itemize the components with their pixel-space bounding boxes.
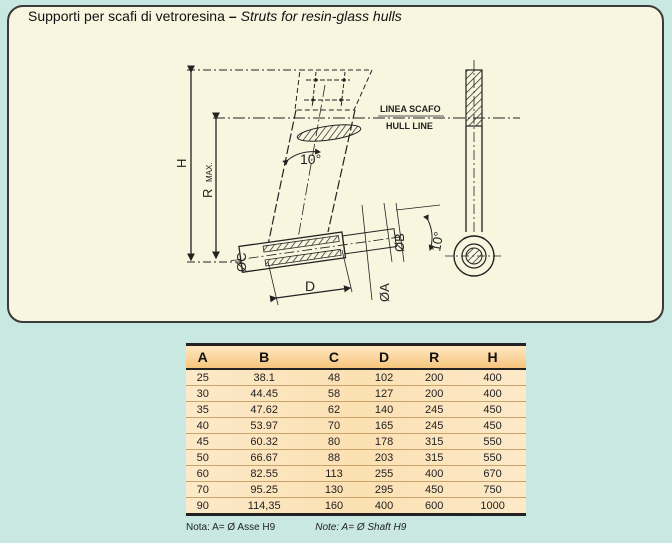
- strut-side-view: [445, 60, 503, 276]
- table-row: [186, 386, 526, 402]
- strut-arm-left: [268, 110, 296, 245]
- table-row: [186, 434, 526, 450]
- table-cell: 295: [359, 482, 409, 498]
- table-cell: 550: [459, 434, 526, 450]
- table-cell: 114,35: [219, 498, 309, 515]
- label-d: D: [305, 278, 316, 294]
- table-notes: [186, 522, 406, 533]
- table-cell: 80: [309, 434, 359, 450]
- table-row: [186, 369, 526, 386]
- dimension-table: [186, 343, 526, 516]
- note-english: Note: A= Ø Shaft H9: [315, 522, 407, 533]
- hull-line-english: HULL LINE: [386, 121, 433, 131]
- col-header-h: H: [459, 346, 526, 369]
- label-h: H: [174, 158, 189, 168]
- strut-flange: [295, 70, 372, 110]
- bearing-barrel: [229, 224, 401, 273]
- table-cell: 50: [186, 450, 219, 466]
- table-cell: 70: [186, 482, 219, 498]
- label-b: ØB: [392, 233, 407, 252]
- table-cell: 315: [409, 450, 459, 466]
- hull-line-italian: LINEA SCAFO: [380, 104, 441, 114]
- table-cell: 750: [459, 482, 526, 498]
- table-cell: 160: [309, 498, 359, 515]
- title-dash: –: [228, 8, 237, 24]
- strut-section-hatched: [296, 122, 361, 145]
- table-cell: 127: [359, 386, 409, 402]
- col-header-d: D: [359, 346, 409, 369]
- table-cell: 178: [359, 434, 409, 450]
- table-cell: 245: [409, 418, 459, 434]
- table-cell: 45: [186, 434, 219, 450]
- table-cell: 600: [409, 498, 459, 515]
- table-cell: 113: [309, 466, 359, 482]
- col-header-r: R: [409, 346, 459, 369]
- table-cell: 255: [359, 466, 409, 482]
- table-cell: 62: [309, 402, 359, 418]
- table-cell: 70: [309, 418, 359, 434]
- table-cell: 44.45: [219, 386, 309, 402]
- table-cell: 400: [459, 369, 526, 386]
- label-r-max: MAX.: [205, 162, 214, 182]
- table-cell: 48: [309, 369, 359, 386]
- table-cell: 400: [359, 498, 409, 515]
- table-row: [186, 418, 526, 434]
- table-cell: 102: [359, 369, 409, 386]
- table-cell: 165: [359, 418, 409, 434]
- table-cell: 60: [186, 466, 219, 482]
- table-cell: 550: [459, 450, 526, 466]
- table-cell: 60.32: [219, 434, 309, 450]
- table-cell: 90: [186, 498, 219, 515]
- table-cell: 35: [186, 402, 219, 418]
- table-cell: 82.55: [219, 466, 309, 482]
- table-cell: 670: [459, 466, 526, 482]
- label-r: R: [200, 188, 215, 198]
- col-header-b: B: [219, 346, 309, 369]
- table-cell: 450: [459, 418, 526, 434]
- table-cell: 53.97: [219, 418, 309, 434]
- table-cell: 40: [186, 418, 219, 434]
- table-cell: 58: [309, 386, 359, 402]
- title-english: Struts for resin-glass hulls: [240, 8, 402, 24]
- note-italian: Nota: A= Ø Asse H9: [186, 522, 276, 533]
- table-cell: 200: [409, 369, 459, 386]
- table-cell: 203: [359, 450, 409, 466]
- table-cell: 30: [186, 386, 219, 402]
- table-cell: 1000: [459, 498, 526, 515]
- table-cell: 95.25: [219, 482, 309, 498]
- table-cell: 315: [409, 434, 459, 450]
- table-row: [186, 498, 526, 515]
- table-cell: 450: [459, 402, 526, 418]
- angle-label-right: 10°: [428, 230, 447, 253]
- table-row: [186, 450, 526, 466]
- table-cell: 38.1: [219, 369, 309, 386]
- table-cell: 66.67: [219, 450, 309, 466]
- table-cell: 47.62: [219, 402, 309, 418]
- label-a: ØA: [377, 283, 392, 302]
- angle-label-top: 10°: [300, 151, 322, 167]
- col-header-c: C: [309, 346, 359, 369]
- label-c: ØC: [234, 252, 249, 272]
- table-cell: 400: [409, 466, 459, 482]
- table-cell: 25: [186, 369, 219, 386]
- table-row: [186, 482, 526, 498]
- table-cell: 140: [359, 402, 409, 418]
- table-cell: 200: [409, 386, 459, 402]
- table-cell: 450: [409, 482, 459, 498]
- table-cell: 88: [309, 450, 359, 466]
- table-cell: 130: [309, 482, 359, 498]
- table-body: [186, 369, 526, 515]
- title-italian: Supporti per scafi di vetroresina: [28, 8, 225, 24]
- table-cell: 400: [459, 386, 526, 402]
- col-header-a: A: [186, 346, 219, 369]
- table-cell: 245: [409, 402, 459, 418]
- table-row: [186, 466, 526, 482]
- table-row: [186, 402, 526, 418]
